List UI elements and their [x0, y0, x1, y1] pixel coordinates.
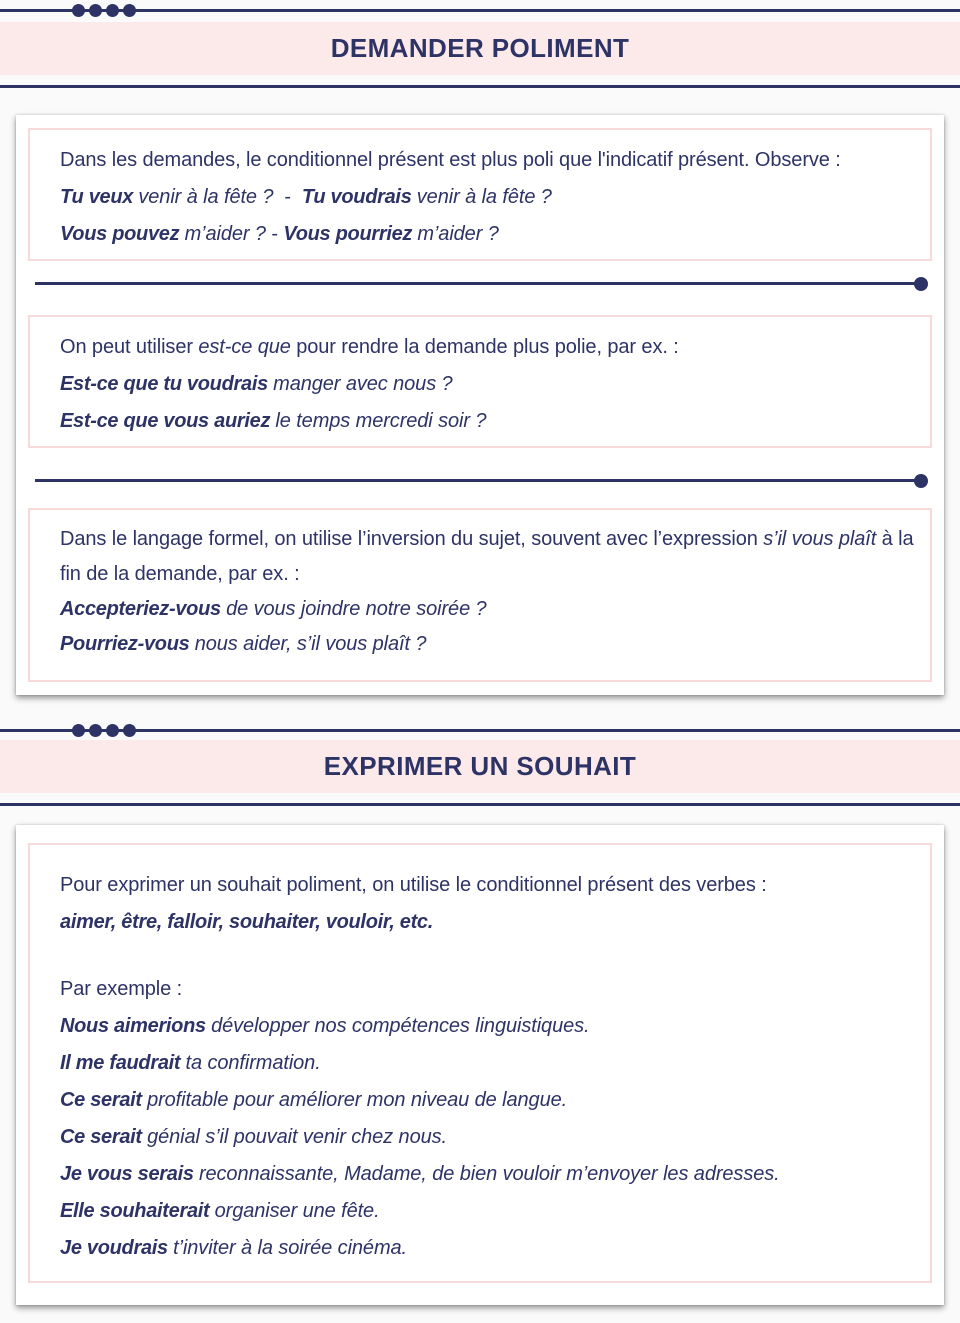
divider-dots — [72, 724, 136, 737]
top-rule — [0, 9, 960, 12]
dot-icon — [123, 724, 136, 737]
banner-bottom-rule-2 — [0, 803, 960, 806]
example-box-2 — [28, 315, 932, 448]
text-line: Par exemple : — [60, 978, 183, 1000]
section-panel-1 — [16, 115, 944, 695]
dot-icon — [123, 4, 136, 17]
box-divider-line — [35, 479, 923, 482]
text-line: Dans le langage formel, on utilise l’inversion du sujet, souvent avec l’expression s’il vous plaît à la fin de la demande, par ex. : — [60, 528, 914, 585]
section-title-2: EXPRIMER UN SOUHAIT — [323, 751, 637, 781]
section-panel-2 — [16, 825, 944, 1305]
section-rule-2 — [0, 729, 960, 732]
text-line: Dans les demandes, le conditionnel présent est plus poli que l'indicatif présent. Observe : — [60, 149, 841, 171]
section-banner-1 — [0, 22, 960, 75]
dot-icon — [106, 724, 119, 737]
end-dot-icon — [914, 474, 928, 488]
section-title-1: DEMANDER POLIMENT — [330, 33, 630, 63]
text-line: Je voudrais t’inviter à la soirée cinéma. — [60, 1237, 407, 1259]
box-divider-line — [35, 282, 923, 285]
dot-icon — [89, 4, 102, 17]
text-line: Ce serait profitable pour améliorer mon niveau de langue. — [60, 1089, 568, 1111]
text-line: Nous aimerions développer nos compétences linguistiques. — [60, 1015, 590, 1037]
text-line: Je vous serais reconnaissante, Madame, de bien vouloir m’envoyer les adresses. — [60, 1163, 780, 1185]
text-line: Est-ce que tu voudrais manger avec nous ? — [60, 373, 453, 395]
section-banner-2 — [0, 740, 960, 793]
text-line: Est-ce que vous auriez le temps mercredi soir ? — [60, 410, 487, 432]
text-line: On peut utiliser est-ce que pour rendre la demande plus polie, par ex. : — [60, 336, 679, 358]
text-line: Vous pouvez m’aider ? - Vous pourriez m’aider ? — [60, 223, 499, 245]
example-box-3 — [28, 508, 932, 682]
text-line: Il me faudrait ta confirmation. — [60, 1052, 321, 1074]
dot-icon — [89, 724, 102, 737]
text-line: Pour exprimer un souhait poliment, on utilise le conditionnel présent des verbes : — [60, 874, 767, 896]
text-line: aimer, être, falloir, souhaiter, vouloir, etc. — [60, 911, 434, 933]
dot-icon — [106, 4, 119, 17]
divider-dots — [72, 4, 136, 17]
text-line: Pourriez-vous nous aider, s’il vous plaît ? — [60, 633, 427, 655]
text-line: Accepteriez-vous de vous joindre notre soirée ? — [60, 598, 487, 620]
text-line: Ce serait génial s’il pouvait venir chez nous. — [60, 1126, 447, 1148]
example-box-4 — [28, 843, 932, 1283]
end-dot-icon — [914, 277, 928, 291]
dot-icon — [72, 4, 85, 17]
text-line: Elle souhaiterait organiser une fête. — [60, 1200, 380, 1222]
banner-bottom-rule-1 — [0, 85, 960, 88]
text-line: Tu veux venir à la fête ? - Tu voudrais venir à la fête ? — [60, 186, 552, 208]
dot-icon — [72, 724, 85, 737]
example-box-1 — [28, 128, 932, 261]
